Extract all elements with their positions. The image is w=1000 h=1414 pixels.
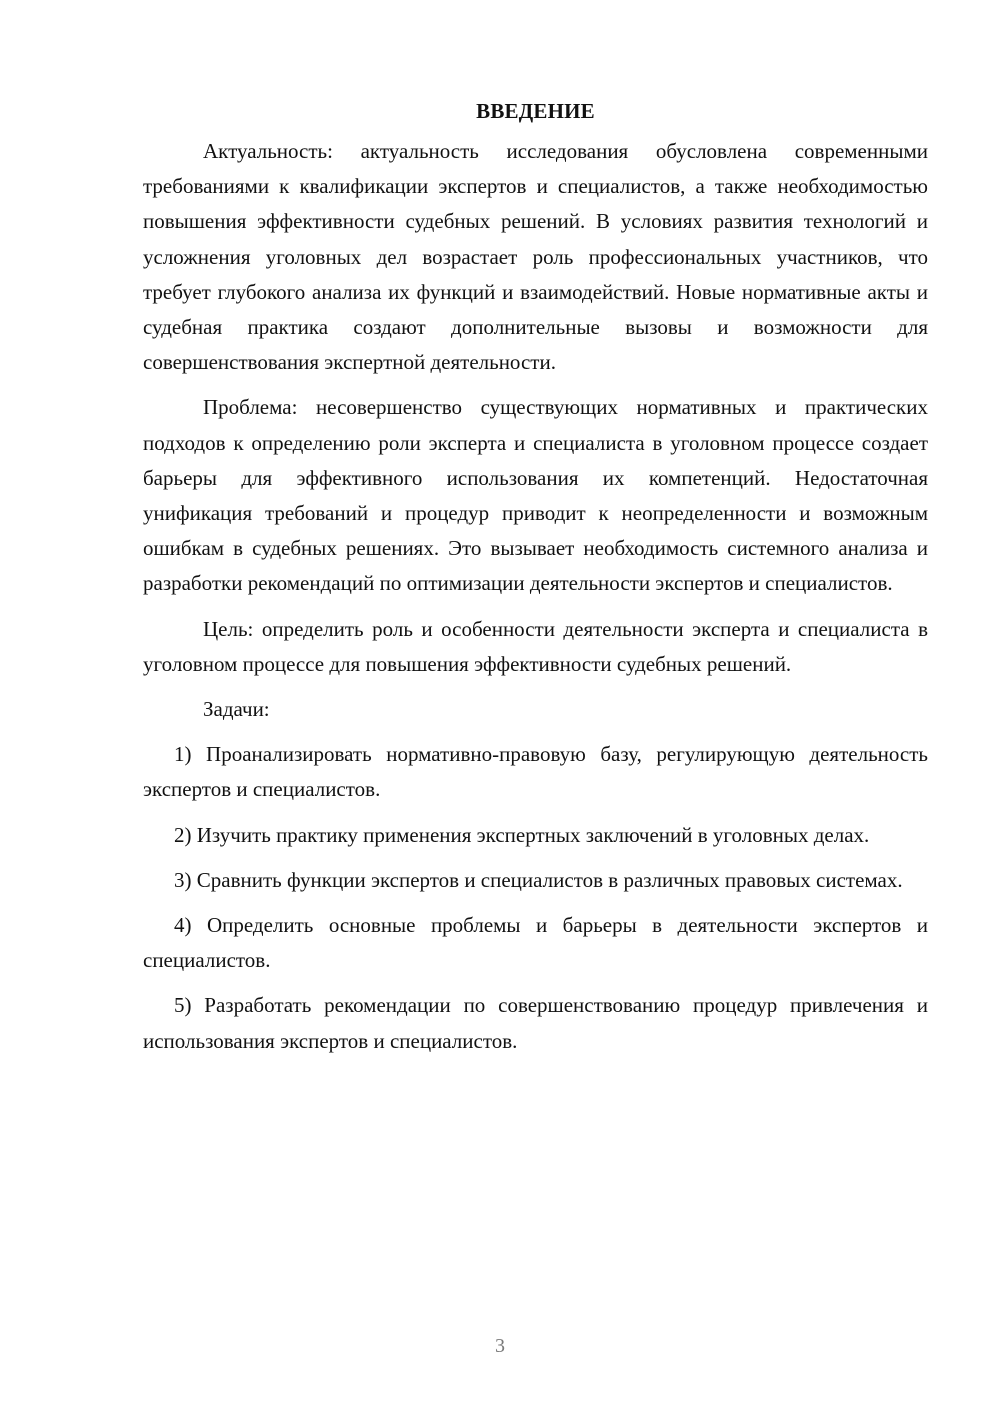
page-content [143, 94, 928, 1059]
list-item: 5) Разработать рекомендации по совершенствованию процедур привлечения и использования экспертов и специалистов. [143, 993, 928, 1053]
tasks-label: Задачи: [203, 697, 270, 722]
paragraph-problem: Проблема: несовершенство существующих нормативных и практических подходов к определению роли эксперта и специалиста в уголовном процессе создает барьеры для эффективного использования их компетенций. Недостаточная унификация требований и процедур приводит к неопределенности и возможным ошибкам в судебных решениях. Это вызывает необходимость системного анализа и разработки рекомендаций по оптимизации деятельности экспертов и специалистов. [143, 395, 928, 596]
paragraph-goal: Цель: определить роль и особенности деятельности эксперта и специалиста в уголовном процессе для повышения эффективности судебных решений. [143, 616, 928, 676]
page-number: 3 [495, 1335, 505, 1357]
list-item: 1) Проанализировать нормативно-правовую базу, регулирующую деятельность экспертов и специалистов. [143, 742, 928, 802]
paragraph-relevance: Актуальность: актуальность исследования обусловлена современными требованиями к квалификации экспертов и специалистов, а также необходимостью повышения эффективности судебных решений. В условиях развития технологий и усложнения уголовных дел возрастает роль профессиональных участников, что требует глубокого анализа их функций и взаимодействий. Новые нормативные акты и судебная практика создают дополнительные вызовы и возможности для совершенствования экспертной деятельности. [143, 139, 928, 375]
list-item: 2) Изучить практику применения экспертных заключений в уголовных делах. [174, 822, 870, 847]
list-item: 3) Сравнить функции экспертов и специалистов в различных правовых системах. [174, 867, 903, 892]
tasks-list [143, 737, 928, 1059]
list-item: 4) Определить основные проблемы и барьеры в деятельности экспертов и специалистов. [143, 913, 928, 973]
page-title: ВВЕДЕНИЕ [476, 99, 595, 123]
